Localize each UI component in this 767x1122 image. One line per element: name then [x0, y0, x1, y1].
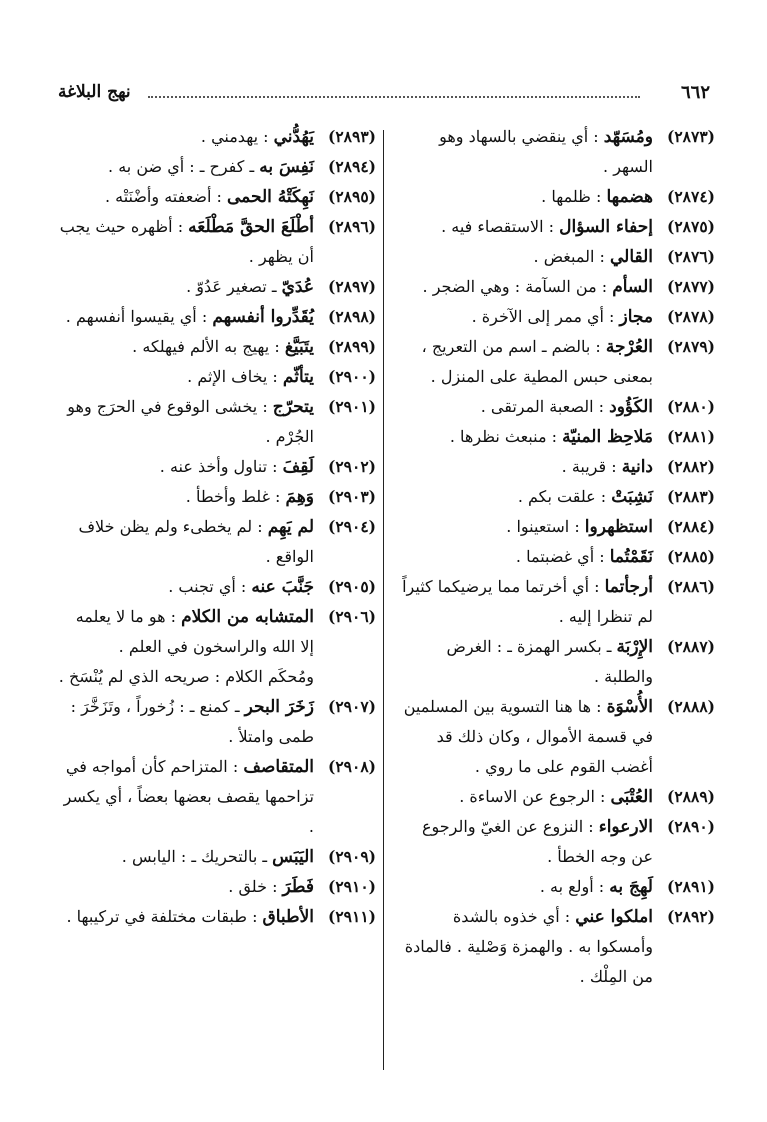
entry-headword: المتشابه من الكلام: [181, 607, 314, 627]
entry-number: (٢٨٧٩): [667, 337, 715, 356]
entry-number: (٢٨٧٣): [667, 127, 715, 146]
entry-headword: العُرْجة: [605, 337, 653, 357]
glossary-entry: [58, 692, 376, 752]
entry-headword: استظهروا: [584, 517, 653, 537]
entry-definition: : أي يقيسوا أنفسهم .: [65, 307, 213, 326]
entry-definition: : ها هنا التسوية بين المسلمين في قسمة الأموال ، وكان ذلك قد أغضب القوم على ما روي .: [403, 697, 653, 776]
entry-definition: : أي تجنب .: [168, 577, 252, 596]
entry-headword: نَشِبَتْ: [611, 487, 653, 507]
glossary-entry: [397, 572, 715, 632]
entry-body: [58, 212, 314, 272]
glossary-entry: [58, 392, 376, 452]
entry-number: (٢٨٩٣): [328, 127, 376, 146]
entry-headword: لَهِجَ به: [609, 877, 653, 897]
entry-body: [397, 212, 653, 242]
glossary-entry: [397, 392, 715, 422]
entry-definition: ـ بكسر الهمزة ـ : الغرض والطلبة .: [446, 637, 653, 686]
entry-definition: : يخشى الوقوع في الحرَج وهو الجُرْم .: [67, 397, 314, 446]
entry-headword: يَهُدُّني: [273, 127, 314, 147]
entry-body: [58, 362, 314, 392]
entry-headword: أرجأتما: [604, 577, 653, 597]
entry-definition: : أولع به .: [539, 877, 610, 896]
entry-body: [58, 572, 314, 602]
entry-definition: : النزوع عن الغيّ والرجوع عن وجه الخطأ .: [421, 817, 653, 866]
entry-definition: : أظهره حيث يجب أن يظهر .: [59, 217, 314, 266]
entry-body: [397, 632, 653, 692]
entry-definition: : الاستقصاء فيه .: [441, 217, 560, 236]
entry-definition: : أي ممر إلى الآخرة .: [471, 307, 620, 326]
entry-number: (٢٨٨٧): [667, 637, 715, 656]
glossary-entry: [397, 512, 715, 542]
entry-number: (٢٩٠٣): [328, 487, 376, 506]
entry-body: [397, 182, 653, 212]
entry-definition: : الرجوع عن الاساءة .: [459, 787, 611, 806]
glossary-entry: [397, 212, 715, 242]
entry-headword: ومُسَهّد: [603, 127, 653, 147]
entry-definition: : المتزاحم كأن أمواجه في تزاحمها يقصف بعضها بعضاً ، أي يكسر .: [63, 757, 314, 836]
glossary-entry: [397, 272, 715, 302]
entry-headword: هضمها: [606, 187, 653, 207]
entry-body: [397, 782, 653, 812]
entry-body: [397, 512, 653, 542]
entry-headword: اليَبَس: [272, 847, 314, 867]
glossary-entry: [397, 902, 715, 992]
entry-headword: إحفاء السؤال: [559, 217, 653, 237]
entry-number: (٢٨٨٢): [667, 457, 715, 476]
entry-body: [397, 242, 653, 272]
entry-headword: يتَبَيَّغ: [284, 337, 314, 357]
entry-body: [397, 872, 653, 902]
entry-number: (٢٩٠٢): [328, 457, 376, 476]
entry-number: (٢٩٠٨): [328, 757, 376, 776]
entry-definition: : يهدمني .: [200, 127, 274, 146]
entry-headword: نَفِسَ به: [259, 157, 314, 177]
entry-headword: القالي: [609, 247, 653, 267]
entry-definition: : هو ما لا يعلمه إلا الله والراسخون في العلم .: [75, 607, 314, 656]
glossary-entry: [58, 902, 376, 932]
entry-number: (٢٩٠٠): [328, 367, 376, 386]
entry-definition: : من السآمة : وهي الضجر .: [422, 277, 613, 296]
entry-body: [397, 692, 653, 782]
entry-definition: : ظلمها .: [541, 187, 607, 206]
entry-number: (٢٨٧٨): [667, 307, 715, 326]
glossary-entry: [58, 272, 376, 302]
entry-definition: : يهيج به الألم فيهلكه .: [132, 337, 285, 356]
entry-headword: فَطَرَ: [282, 877, 314, 897]
entry-headword: يتأثّم: [282, 367, 314, 387]
entry-body: [58, 602, 314, 692]
entry-headword: مَلاحِظ المنيّة: [562, 427, 653, 447]
entry-definition: : منبعث نظرها .: [449, 427, 563, 446]
glossary-entry: [58, 752, 376, 842]
entry-definition: : يخاف الإثم .: [187, 367, 283, 386]
entry-headword: الأطباق: [262, 907, 314, 927]
entry-headword: عُدَيّ: [281, 277, 314, 297]
entry-headword: لَقِفَ: [282, 457, 314, 477]
entry-body: [58, 392, 314, 452]
glossary-entry: [397, 542, 715, 572]
entry-body: [397, 332, 653, 392]
entry-definition: ـ كمنع ـ : زُخوراً ، وتَزَخَّرَ : طمى وامتلأ .: [70, 697, 314, 746]
entry-number: (٢٨٨٤): [667, 517, 715, 536]
entry-body: [58, 152, 314, 182]
entry-definition: ـ تصغير عَدُوّ .: [186, 277, 282, 296]
entry-headword: الأُسْوَة: [606, 697, 653, 717]
entry-body: [58, 902, 314, 932]
entry-headword: دانية: [621, 457, 653, 477]
entry-number: (٢٨٧٤): [667, 187, 715, 206]
entry-body: [397, 812, 653, 872]
glossary-entry: [397, 632, 715, 692]
entry-number: (٢٩٠٦): [328, 607, 376, 626]
entry-definition: : لم يخطىء ولم يظن خلاف الواقع .: [78, 517, 314, 566]
entry-number: (٢٨٨٥): [667, 547, 715, 566]
entry-body: [397, 572, 653, 632]
entry-number: (٢٨٨٩): [667, 787, 715, 806]
glossary-entry: [397, 302, 715, 332]
entry-number: (٢٩١١): [328, 907, 376, 926]
entry-number: (٢٨٨٨): [667, 697, 715, 716]
glossary-entry: [397, 182, 715, 212]
entry-definition: : علقت بكم .: [517, 487, 612, 506]
entry-body: [58, 482, 314, 512]
page-number: ٦٦٢: [680, 82, 710, 103]
glossary-entry: [58, 152, 376, 182]
entry-body: [58, 182, 314, 212]
entry-definition: : غلط وأخطأ .: [185, 487, 286, 506]
glossary-entry: [58, 572, 376, 602]
entry-number: (٢٨٨١): [667, 427, 715, 446]
entry-number: (٢٨٩٨): [328, 307, 376, 326]
entry-number: (٢٩٠١): [328, 397, 376, 416]
glossary-entry: [58, 332, 376, 362]
glossary-entry: [397, 422, 715, 452]
entry-body: [397, 542, 653, 572]
entry-definition: : قريبة .: [561, 457, 622, 476]
entry-definition: : خلق .: [228, 877, 283, 896]
entry-number: (٢٨٩٦): [328, 217, 376, 236]
entry-body: [397, 452, 653, 482]
glossary-entry: [58, 212, 376, 272]
entry-number: (٢٨٩٩): [328, 337, 376, 356]
entry-number: (٢٨٩٠): [667, 817, 715, 836]
glossary-entry: [397, 452, 715, 482]
glossary-entry: [58, 512, 376, 572]
right-column: [397, 122, 715, 992]
entry-number: (٢٩٠٩): [328, 847, 376, 866]
entry-body: [58, 272, 314, 302]
entry-headword: نَقَمْتُما: [609, 547, 653, 567]
running-title: نهج البلاغة: [58, 82, 131, 102]
entry-definition: : أي غضبتما .: [515, 547, 610, 566]
entry-definition: : بالضم ـ اسم من التعريج ، بمعنى حبس المطية على المنزل .: [421, 337, 653, 386]
glossary-entry: [397, 242, 715, 272]
entry-number: (٢٩١٠): [328, 877, 376, 896]
entry-headword: وَهِمَ: [285, 487, 314, 507]
entry-definition: : أضعفته وأضْنَتْه .: [104, 187, 227, 206]
glossary-entry: [397, 872, 715, 902]
entry-headword: أطْلَعَ الحقَّ مَطْلَعَه: [188, 217, 314, 237]
entry-body: [397, 392, 653, 422]
entry-body: [58, 692, 314, 752]
entry-number: (٢٨٧٥): [667, 217, 715, 236]
entry-number: (٢٨٨٣): [667, 487, 715, 506]
glossary-entry: [58, 482, 376, 512]
entry-body: [58, 302, 314, 332]
entry-number: (٢٩٠٥): [328, 577, 376, 596]
glossary-entry: [58, 452, 376, 482]
entry-headword: الإِرْبَة: [616, 637, 653, 657]
entry-body: [397, 272, 653, 302]
entry-body: [58, 122, 314, 152]
page-header: [58, 78, 710, 108]
glossary-entry: [397, 782, 715, 812]
glossary-entry: [58, 122, 376, 152]
entry-definition: : أي ينقضي بالسهاد وهو السهر .: [439, 127, 653, 176]
glossary-entry: [58, 872, 376, 902]
glossary-entry: [397, 812, 715, 872]
entry-body: [58, 842, 314, 872]
left-column: [58, 122, 376, 932]
entry-body: [58, 872, 314, 902]
entry-headword: جَنَّبَ عنه: [251, 577, 314, 597]
entry-definition: : استعينوا .: [506, 517, 585, 536]
entry-number: (٢٨٩٢): [667, 907, 715, 926]
entry-body: [397, 122, 653, 182]
entry-body: [397, 302, 653, 332]
entry-body: [397, 482, 653, 512]
entry-number: (٢٨٩١): [667, 877, 715, 896]
entry-headword: املكوا عني: [575, 907, 653, 927]
entry-body: [397, 902, 653, 992]
entry-definition: : المبغض .: [533, 247, 610, 266]
entry-definition: ـ بالتحريك ـ : اليابس .: [121, 847, 273, 866]
entry-headword: زَخَرَ البحر: [244, 697, 314, 717]
entry-number: (٢٨٧٧): [667, 277, 715, 296]
entry-body: [58, 512, 314, 572]
entry-definition: : أي أخرتما مما يرضيكما كثيراً لم تنظرا إليه .: [402, 577, 653, 626]
entry-headword: العُتْبَى: [610, 787, 653, 807]
entry-headword: المتقاصف: [243, 757, 314, 777]
entry-number: (٢٨٧٦): [667, 247, 715, 266]
entry-headword: نَهِكَتْهُ الحمى: [227, 187, 314, 207]
entry-headword: الكَؤُود: [609, 397, 653, 417]
entry-number: (٢٨٩٧): [328, 277, 376, 296]
entry-body: [58, 332, 314, 362]
entry-number: (٢٩٠٤): [328, 517, 376, 536]
entry-definition: : الصعبة المرتقى .: [480, 397, 610, 416]
glossary-entry: [397, 482, 715, 512]
entry-definition: : تناول وأخذ عنه .: [159, 457, 283, 476]
entry-headword: السأم: [612, 277, 653, 297]
entry-body: [58, 452, 314, 482]
entry-continuation: ومُحكَم الكلام : صريحه الذي لم يُنْسَخ .: [58, 667, 314, 686]
entry-body: [58, 752, 314, 842]
glossary-entry: [58, 182, 376, 212]
entry-number: (٢٩٠٧): [328, 697, 376, 716]
entry-definition: ـ كفرح ـ : أي ضن به .: [108, 157, 260, 176]
entry-number: (٢٨٩٤): [328, 157, 376, 176]
entry-definition: : طبقات مختلفة في تركيبها .: [66, 907, 263, 926]
column-divider: [383, 130, 384, 1070]
entry-headword: الارعواء: [598, 817, 653, 837]
glossary-entry: [58, 842, 376, 872]
entry-headword: يتحرّج: [272, 397, 314, 417]
glossary-entry: [58, 362, 376, 392]
entry-number: (٢٨٨٠): [667, 397, 715, 416]
glossary-entry: [58, 602, 376, 692]
glossary-entry: [397, 122, 715, 182]
entry-headword: مجاز: [619, 307, 653, 327]
entry-headword: يُقَدِّروا أنفسهم: [212, 307, 314, 327]
entry-number: (٢٨٨٦): [667, 577, 715, 596]
glossary-entry: [397, 332, 715, 392]
glossary-entry: [397, 692, 715, 782]
entry-definition: : أي خذوه بالشدة وأمسكوا به . والهمزة وَصْلية . فالمادة من المِلْك .: [404, 907, 653, 986]
entry-headword: لم يَهِم: [267, 517, 314, 537]
entry-body: [397, 422, 653, 452]
entry-number: (٢٨٩٥): [328, 187, 376, 206]
glossary-entry: [58, 302, 376, 332]
header-dotted-rule: [148, 96, 640, 98]
